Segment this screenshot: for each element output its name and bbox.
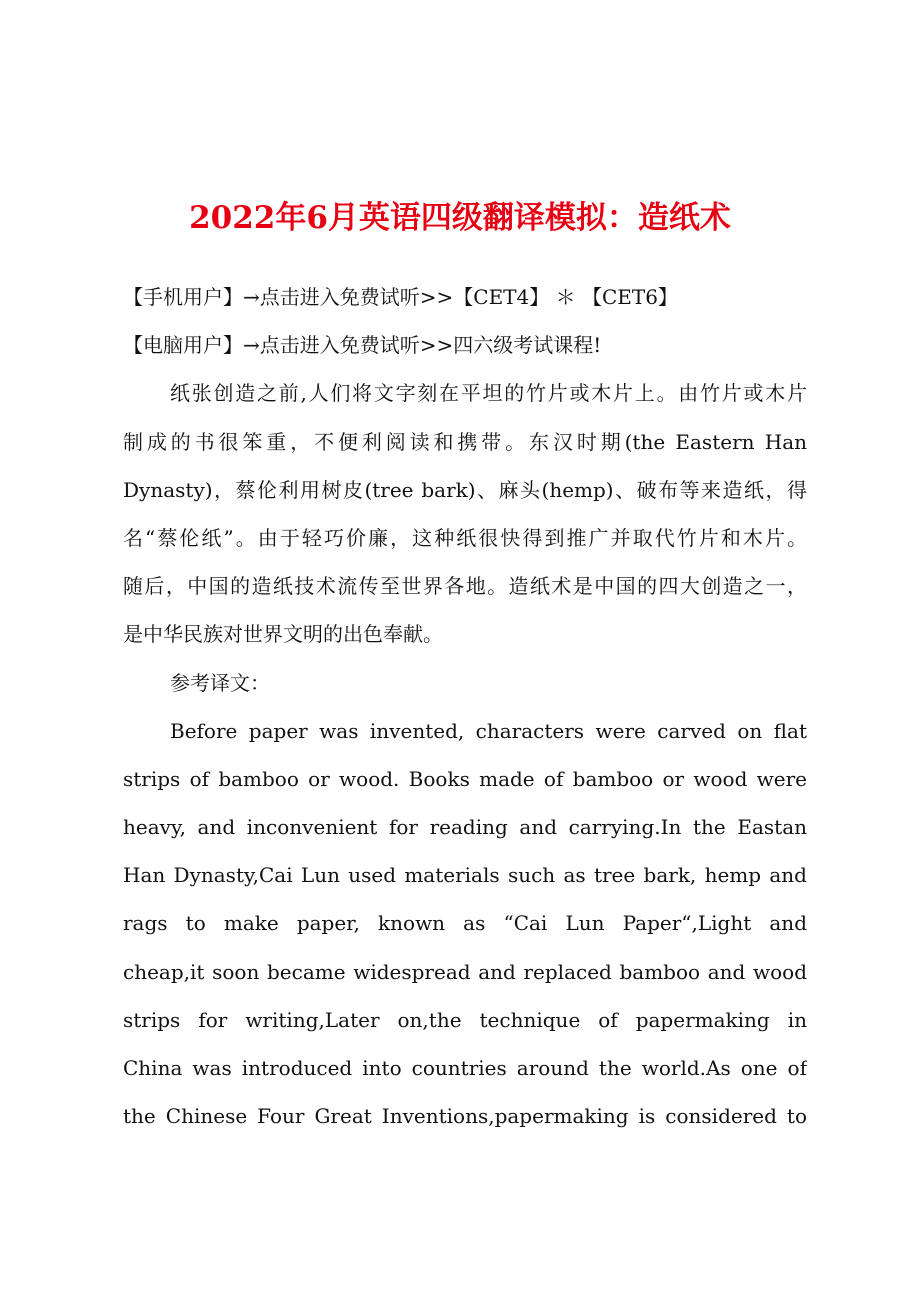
text-line: 随后，中国的造纸技术流传至世界各地。造纸术是中国的四大创造之一， [123,574,807,599]
text-line: Dynasty)，蔡伦利用树皮(tree bark)、麻头(hemp)、破布等来造纸，得 [123,477,807,502]
text-line: 名“蔡伦纸”。由于轻巧价廉，这种纸很快得到推广并取代竹片和木片。 [123,525,807,550]
text-line: strips of bamboo or wood. Books made of bamboo or wood were [123,766,807,791]
text-line: Before paper was invented, characters were carved on flat [170,718,807,743]
text-line: heavy, and inconvenient for reading and carrying.In the Eastan [123,815,807,840]
english-paragraph [123,707,807,1141]
text-line: strips for writing,Later on,the technique of papermaking in [123,1007,807,1032]
text-line: Han Dynasty,Cai Lun used materials such as tree bark, hemp and [123,863,807,888]
text-line: 是中华民族对世界文明的出色奉献。 [123,622,443,647]
text-line: 制成的书很笨重，不便利阅读和携带。东汉时期(the Eastern Han [123,429,807,454]
text-line: the Chinese Four Great Inventions,papermaking is considered to [123,1104,807,1129]
text-line: 纸张创造之前,人们将文字刻在平坦的竹片或木片上。由竹片或木片 [170,381,807,406]
mobile-user-link[interactable]: 【手机用户】→点击进入免费试听>>【CET4】 ＊ 【CET6】 [123,285,678,309]
pc-user-link[interactable]: 【电脑用户】→点击进入免费试听>>四六级考试课程! [123,333,602,358]
text-line: cheap,it soon became widespread and replaced bamboo and wood [123,959,807,984]
document-body [123,273,807,1140]
page-title: 2022年6月英语四级翻译模拟：造纸术 [189,200,731,236]
reference-label: 参考译文： [170,670,270,695]
text-line: rags to make paper, known as “Cai Lun Paper“,Light and [123,911,807,936]
text-line: China was introduced into countries around the world.As one of [123,1056,807,1080]
chinese-paragraph [123,369,807,658]
